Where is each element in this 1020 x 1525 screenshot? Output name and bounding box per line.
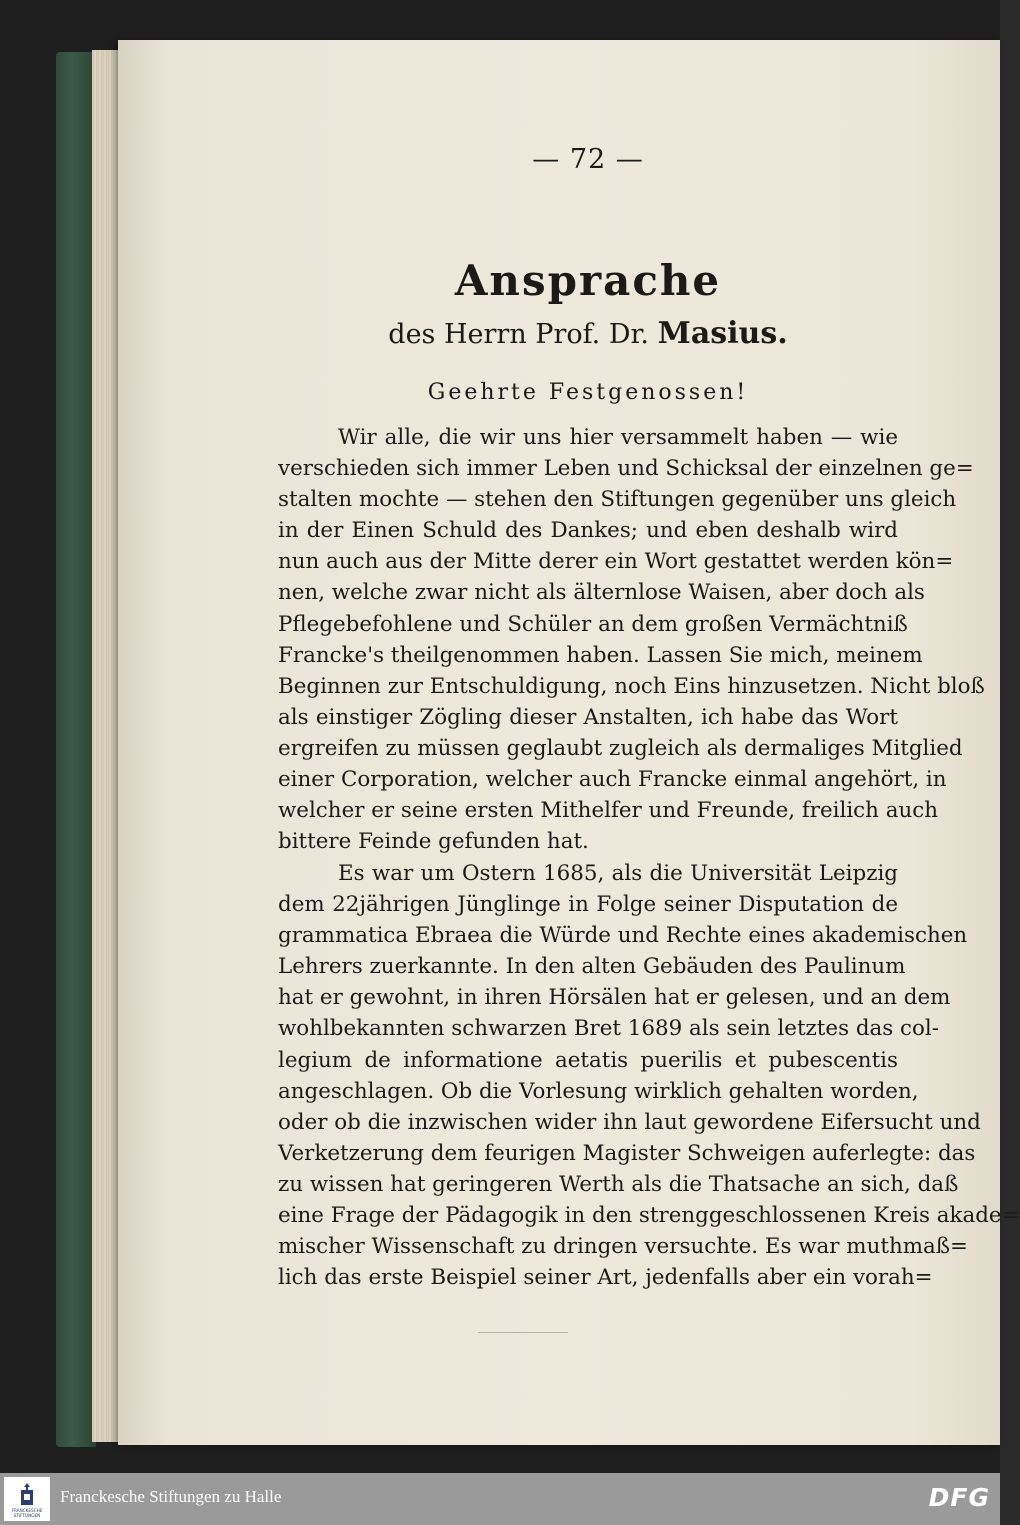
footer-bar (0, 1473, 1000, 1525)
paragraph-1 (278, 422, 985, 857)
text-line: legium de informatione aetatis puerilis et pubescentis (278, 1047, 898, 1073)
book-page (118, 40, 1020, 1445)
text-line: verschieden sich immer Leben und Schicksal der einzelnen ge= (278, 456, 974, 482)
text-line: Verketzerung dem feurigen Magister Schweigen auferlegte: das (278, 1140, 976, 1166)
page-subtitle (278, 316, 898, 351)
text-line: Es war um Ostern 1685, als die Universität Leipzig (338, 861, 898, 886)
text-line: angeschlagen. Ob die Vorlesung wirklich gehalten worden, (278, 1078, 919, 1104)
page-title: Ansprache (454, 256, 722, 305)
text-line: Pflegebefohlene und Schüler an dem großen Vermächtniß (278, 611, 908, 637)
text-line: ergreifen zu müssen geglaubt zugleich als dermaliges Mitglied (278, 735, 963, 761)
subtitle-prefix: des Herrn Prof. Dr. (388, 319, 650, 350)
text-line: oder ob die inzwischen wider ihn laut gewordene Eifersucht und (278, 1109, 981, 1135)
text-line: nun auch aus der Mitte derer ein Wort gestattet werden kön= (278, 549, 954, 575)
text-line: Francke's theilgenommen haben. Lassen Sie mich, meinem (278, 642, 923, 668)
text-line: hat er gewohnt, in ihren Hörsälen hat er gelesen, und an dem (278, 985, 951, 1011)
institution-name: Franckesche Stiftungen zu Halle (60, 1487, 282, 1506)
bottom-rule (478, 1332, 568, 1333)
subtitle-name: Masius. (657, 316, 788, 351)
institution-logo (4, 1477, 50, 1521)
text-line: in der Einen Schuld des Dankes; und eben deshalb wird (278, 518, 898, 544)
text-line: stalten mochte — stehen den Stiftungen gegenüber uns gleich (278, 487, 957, 513)
salutation: Geehrte Festgenossen! (427, 380, 749, 405)
text-line: grammatica Ebraea die Würde und Rechte eines akademischen (278, 923, 968, 949)
logo-caption: FRANCKESCHE STIFTUNGEN (11, 1508, 43, 1518)
institution-logo-icon (19, 1483, 35, 1505)
text-line: Wir alle, die wir uns hier versammelt haben — wie (338, 425, 898, 450)
text-line: eine Frage der Pädagogik in den strenggeschlossenen Kreis akade= (278, 1203, 1020, 1229)
dfg-logo: DFG (928, 1483, 990, 1512)
text-line: Beginnen zur Entschuldigung, noch Eins hinzusetzen. Nicht bloß (278, 673, 985, 699)
page-number: — 72 — (532, 144, 644, 175)
text-line: einer Corporation, welcher auch Francke einmal angehört, in (278, 767, 947, 793)
paragraph-2 (278, 858, 1020, 1293)
text-line: wohlbekannten schwarzen Bret 1689 als sein letztes das col- (278, 1016, 939, 1042)
text-line: dem 22jährigen Jünglinge in Folge seiner Disputation de (278, 892, 898, 918)
book-binding (56, 52, 96, 1447)
text-line: lich das erste Beispiel seiner Art, jedenfalls aber ein vorah= (278, 1265, 933, 1291)
text-line: nen, welche zwar nicht als älternlose Waisen, aber doch als (278, 580, 925, 606)
text-line: Lehrers zuerkannte. In den alten Gebäuden des Paulinum (278, 954, 906, 980)
text-line: bittere Feinde gefunden hat. (278, 829, 589, 855)
text-line: als einstiger Zögling dieser Anstalten, ich habe das Wort (278, 704, 898, 730)
text-line: mischer Wissenschaft zu dringen versuchte. Es war muthmaß= (278, 1234, 968, 1260)
text-line: zu wissen hat geringeren Werth als die Thatsache an sich, daß (278, 1171, 959, 1197)
text-line: welcher er seine ersten Mithelfer und Freunde, freilich auch (278, 798, 938, 824)
